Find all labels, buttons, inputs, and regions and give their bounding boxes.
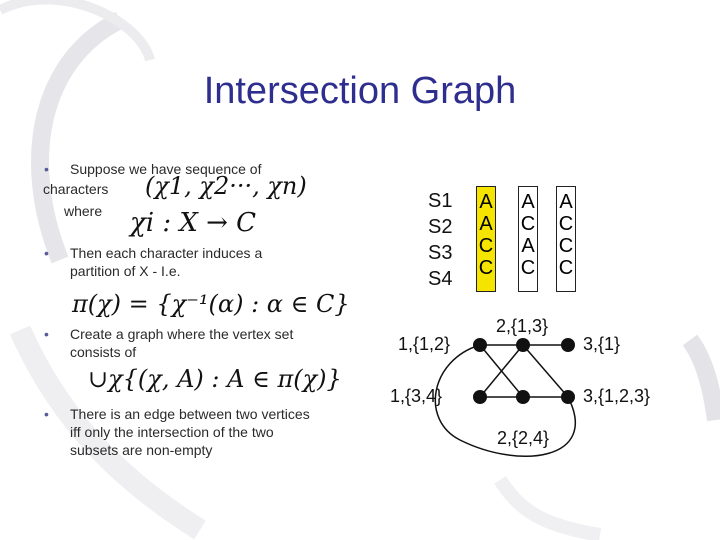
graph-vertex bbox=[516, 338, 530, 352]
bullet-3-line-1: Create a graph where the vertex set bbox=[70, 326, 294, 342]
column-cell: C bbox=[558, 213, 574, 235]
column-cell: C bbox=[520, 213, 536, 235]
formula-sequence: (χ1, χ2···, χn) bbox=[145, 172, 307, 200]
sequence-label: S1 bbox=[428, 190, 453, 212]
sequence-label: S4 bbox=[428, 268, 453, 290]
column-cell: C bbox=[558, 257, 574, 279]
column-cell: A bbox=[479, 213, 493, 235]
formula-map: χi : X → C bbox=[130, 208, 257, 238]
formula-vertex-set: ∪χ{(χ, A) : A ∈ π(χ)} bbox=[88, 365, 342, 393]
formula-partition: π(χ) = {χ⁻¹(α) : α ∈ C} bbox=[72, 290, 350, 318]
vertex-label: 2,{2,4} bbox=[497, 428, 550, 448]
column-cell: A bbox=[521, 235, 535, 257]
vertex-label: 1,{3,4} bbox=[390, 386, 443, 406]
column-cell: C bbox=[558, 235, 574, 257]
graph-edge bbox=[523, 345, 568, 397]
column-cell: A bbox=[479, 191, 493, 213]
column-cell: C bbox=[478, 257, 494, 279]
bullet-3-line-2: consists of bbox=[70, 344, 137, 360]
vertex-label: 2,{1,3} bbox=[496, 316, 549, 336]
graph-vertices bbox=[473, 338, 575, 404]
column-cell: C bbox=[520, 257, 536, 279]
bullet-1-line-3: where bbox=[64, 203, 103, 219]
bullet-marker: • bbox=[44, 161, 49, 177]
column-cell: A bbox=[559, 191, 573, 213]
bullet-marker: • bbox=[44, 406, 49, 422]
bullet-4-line-1: There is an edge between two vertices bbox=[70, 406, 310, 422]
bullet-1-line-2: characters bbox=[43, 181, 109, 197]
bullet-1-line-1: Suppose we have sequence of bbox=[70, 161, 262, 177]
vertex-label: 1,{1,2} bbox=[398, 334, 451, 354]
graph-vertex bbox=[516, 390, 530, 404]
bullet-4-line-2: iff only the intersection of the two bbox=[70, 424, 274, 440]
sequence-label: S3 bbox=[428, 242, 453, 264]
vertex-label: 3,{1} bbox=[583, 334, 621, 354]
bullet-2-line-2: partition of X - I.e. bbox=[70, 263, 181, 279]
graph-vertex bbox=[561, 338, 575, 352]
column-cell: A bbox=[521, 191, 535, 213]
vertex-label: 3,{1,2,3} bbox=[583, 386, 651, 406]
sequence-label: S2 bbox=[428, 216, 453, 238]
bullet-marker: • bbox=[44, 326, 49, 342]
bullet-4-line-3: subsets are non-empty bbox=[70, 442, 213, 458]
column-cell: C bbox=[478, 235, 494, 257]
graph-vertex bbox=[473, 390, 487, 404]
bullet-2-line-1: Then each character induces a bbox=[70, 245, 263, 261]
bullet-marker: • bbox=[44, 245, 49, 261]
graph-vertex bbox=[473, 338, 487, 352]
slide-title: Intersection Graph bbox=[203, 70, 517, 112]
graph-vertex bbox=[561, 390, 575, 404]
